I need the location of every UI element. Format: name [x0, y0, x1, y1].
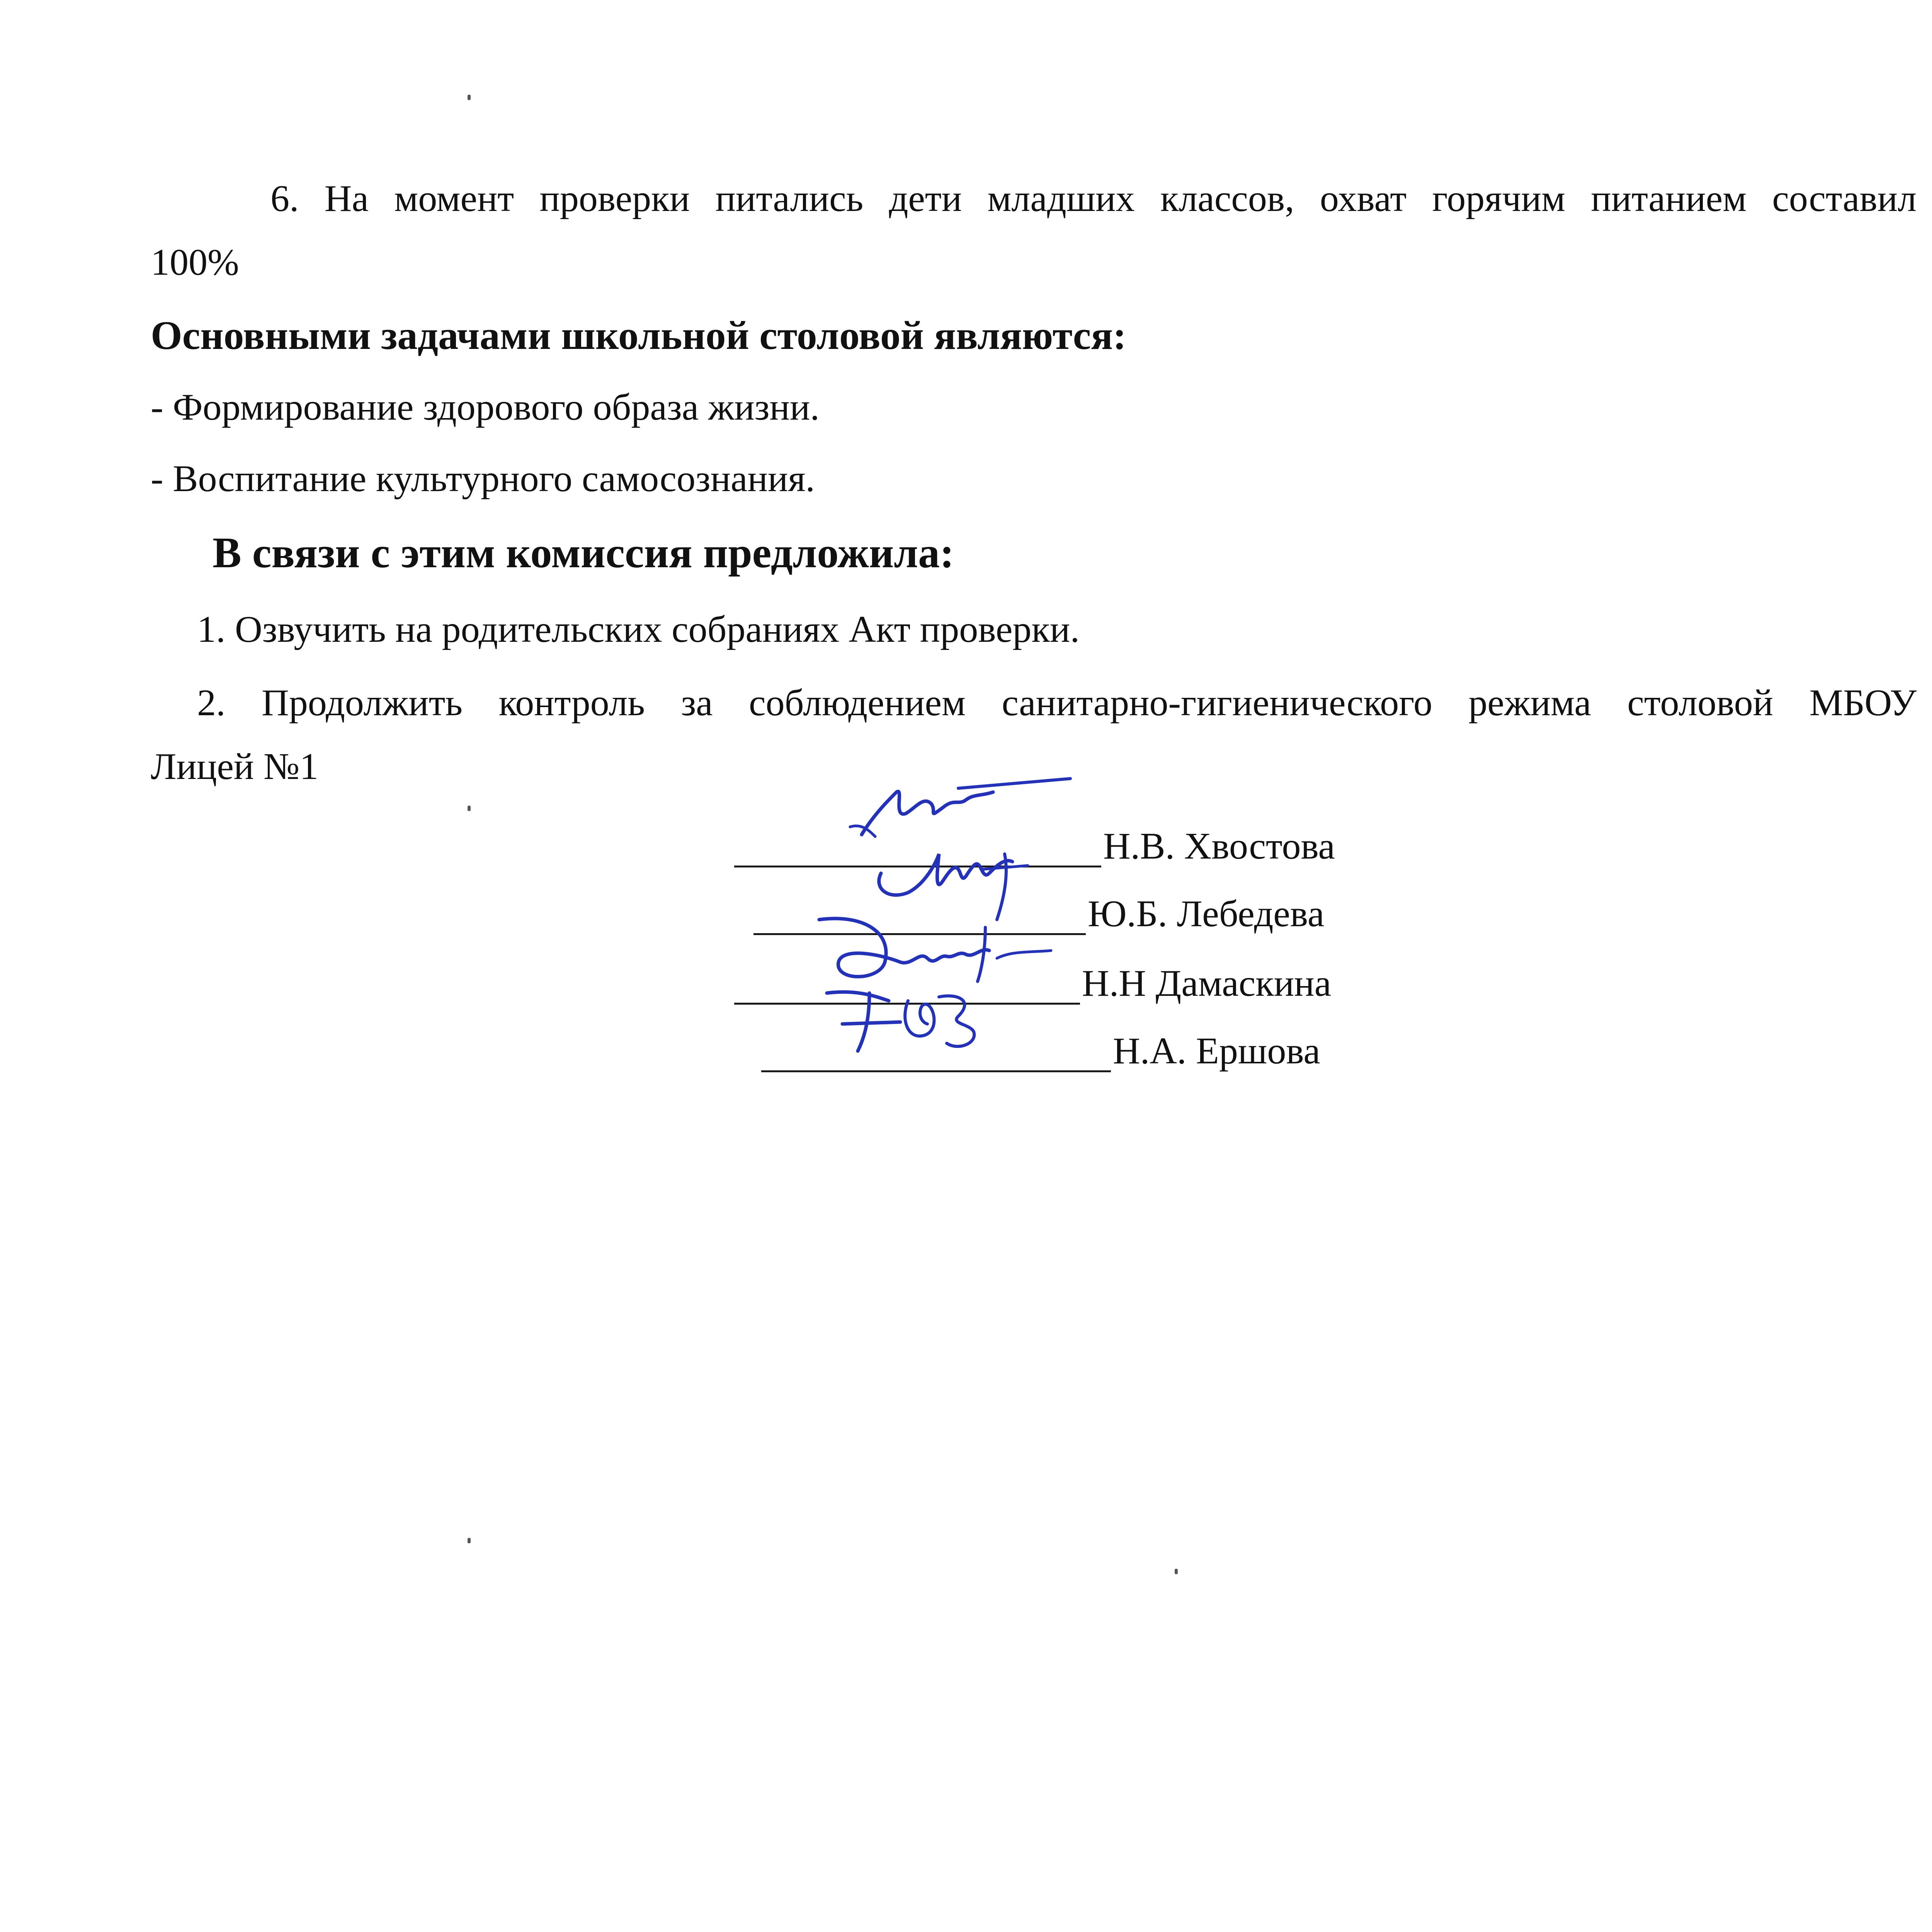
proposal-item-2-line-2: Лицей №1	[151, 746, 319, 787]
signature-line	[761, 1070, 1111, 1072]
item-6-line-2: 100%	[151, 242, 239, 283]
proposal-item-2-line-1: 2. Продолжить контроль за соблюдением санитарно-гигиенического режима столовой МБОУ	[197, 682, 1917, 724]
scan-speck	[468, 1538, 471, 1543]
proposal-heading: В связи с этим комиссия предложила:	[213, 529, 954, 577]
signatory-name: Н.Н Дамаскина	[1082, 963, 1332, 1004]
tasks-heading: Основными задачами школьной столовой являются:	[151, 313, 1127, 358]
handwritten-signature-icon	[811, 978, 1028, 1059]
signatory-name: Н.А. Ершова	[1113, 1030, 1320, 1072]
signatory-name: Ю.Б. Лебедева	[1088, 893, 1325, 935]
signatory-name: Н.В. Хвостова	[1103, 825, 1335, 867]
scan-speck	[1175, 1569, 1178, 1574]
proposal-item-1: 1. Озвучить на родительских собраниях Акт проверки.	[197, 609, 1080, 650]
task-item-2: - Воспитание культурного самосознания.	[151, 458, 815, 500]
scan-speck	[468, 95, 471, 100]
scan-speck	[468, 806, 471, 811]
task-item-1: - Формирование здорового образа жизни.	[151, 386, 820, 428]
item-6-line-1: 6. На момент проверки питались дети младших классов, охват горячим питанием составил	[270, 178, 1917, 219]
